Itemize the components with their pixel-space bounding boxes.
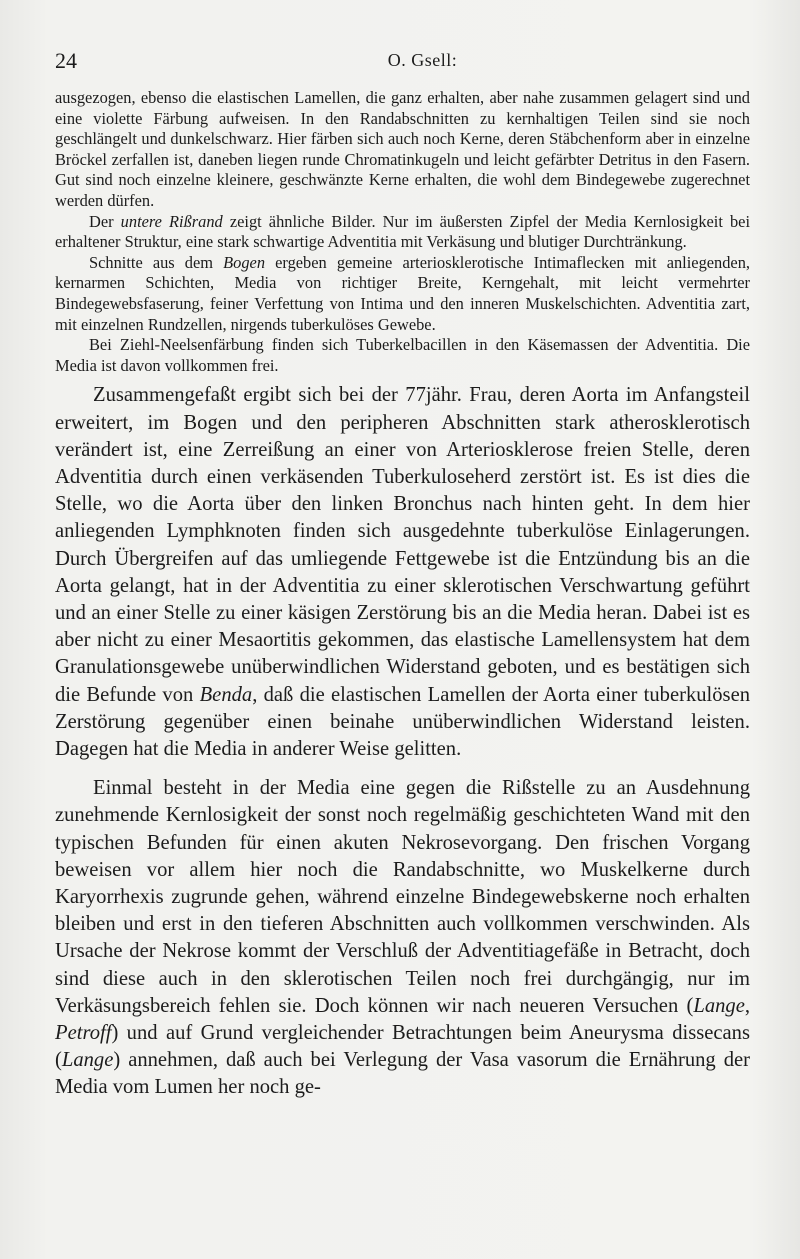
paragraph-continuation: ausgezogen, ebenso die elastischen Lamellen, die ganz erhalten, aber nahe zusammen gelagert sind und eine violette Färbung aufweisen. In den Randabschnitten zu kernhaltigen Teilen sind sie noch geschlängelt und dunkelschwarz. Hier färben sich auch noch Kerne, deren Stäbchenform aber in einzelne Bröckel zerfallen ist, daneben liegen runde Chromatinkugeln und leicht gefärbter Detritus in den Fasern. Gut sind noch einzelne kleinere, geschwänzte Kerne erhalten, die wohl dem Bindegewebe zugerechnet werden dürfen. (55, 88, 750, 210)
author-citation: Benda (199, 683, 253, 706)
author-citation: Petroff (55, 1021, 112, 1044)
paragraph-summary: Zusammengefaßt ergibt sich bei der 77jähr. Frau, deren Aorta im Anfangsteil erweitert, im Bogen und den peripheren Abschnitten stark atherosklerotisch verändert ist, eine Zerreißung an einer von Arteriosklerose freien Stelle, deren Adventitia durch einen verkäsenden Tuberkuloseherd zerstört ist. Es ist dies die Stelle, wo die Aorta über den linken Bronchus nach hinten geht. In dem hier anliegenden Lymphknoten finden sich ausgedehnte tuberkulöse Einlagerungen. Durch Übergreifen auf das umliegende Fettgewebe ist die Entzündung bis an die Aorta gelangt, hat in der Adventitia zu einer sklerotischen Verschwartung geführt und an einer Stelle zu einer käsigen Zerstörung bis an die Media heran. Dabei ist es aber nicht zu einer Mesaortitis gekommen, das elastische Lamellensystem hat dem Granulationsgewebe unüberwindlichen Widerstand geboten, und es bestätigen sich die Befunde von Benda, daß die elastischen Lamellen der Aorta einer tuberkulösen Zerstörung gegenüber einen beinahe unüberwindlichen Widerstand leisten. Dagegen hat die Media in anderer Weise gelitten. (55, 384, 751, 760)
paragraph-unterer-rissrand: Der untere Rißrand zeigt ähnliche Bilder. Nur im äußersten Zipfel der Media Kernlosigkeit bei erhaltener Struktur, eine stark schwartige Adventitia mit Verkäsung und blutiger Durchtränkung. (55, 211, 751, 252)
running-head: O. Gsell: (387, 50, 458, 70)
page-header (55, 48, 750, 78)
discussion-body-text (55, 382, 750, 1101)
page-number: 24 (55, 48, 77, 73)
main-text (55, 88, 750, 1102)
paragraph-ziehl-neelsen: Bei Ziehl-Neelsenfärbung finden sich Tuberkelbacillen in den Käsemassen der Adventitia. Die Media ist davon vollkommen frei. (55, 335, 750, 375)
author-citation: Lange (693, 994, 745, 1017)
italic-term: Bogen (223, 252, 266, 272)
italic-term: untere Rißrand (120, 211, 223, 231)
author-citation: Lange (61, 1049, 114, 1072)
case-report-small-print (55, 88, 750, 376)
paragraph-bogen: Schnitte aus dem Bogen ergeben gemeine arteriosklerotische Intimaflecken mit anliegenden, kernarmen Schichten, Media von richtiger Breite, Kerngehalt, mit leicht vermehrter Bindegewebsfaserung, feiner Verfettung von Intima und den inneren Muskelschichten. Adventitia zart, mit einzelnen Rundzellen, nirgends tuberkulöses Gewebe. (55, 252, 750, 334)
paragraph-necrosis: Einmal besteht in der Media eine gegen die Rißstelle zu an Ausdehnung zunehmende Kernlosigkeit der sonst noch regelmäßig geschichteten Wand mit den typischen Befunden für einen akuten Nekrosevorgang. Den frischen Vorgang beweisen vor allem hier noch die Randabschnitte, wo Muskelkerne durch Karyorrhexis zugrunde gehen, während einzelne Bindegewebskerne noch erhalten bleiben und erst in den tieferen Abschnitten auch vollkommen verschwinden. Als Ursache der Nekrose kommt der Verschluß der Adventitiagefäße in Betracht, doch sind diese auch in den sklerotischen Teilen noch frei durchgängig, nur im Verkäsungsbereich fehlen sie. Doch können wir nach neueren Versuchen (Lange, Petroff) und auf Grund vergleichender Betrachtungen beim Aneurysma dissecans (Lange) annehmen, daß auch bei Verlegung der Vasa vasorum die Ernährung der Media vom Lumen her noch ge- (55, 777, 750, 1099)
